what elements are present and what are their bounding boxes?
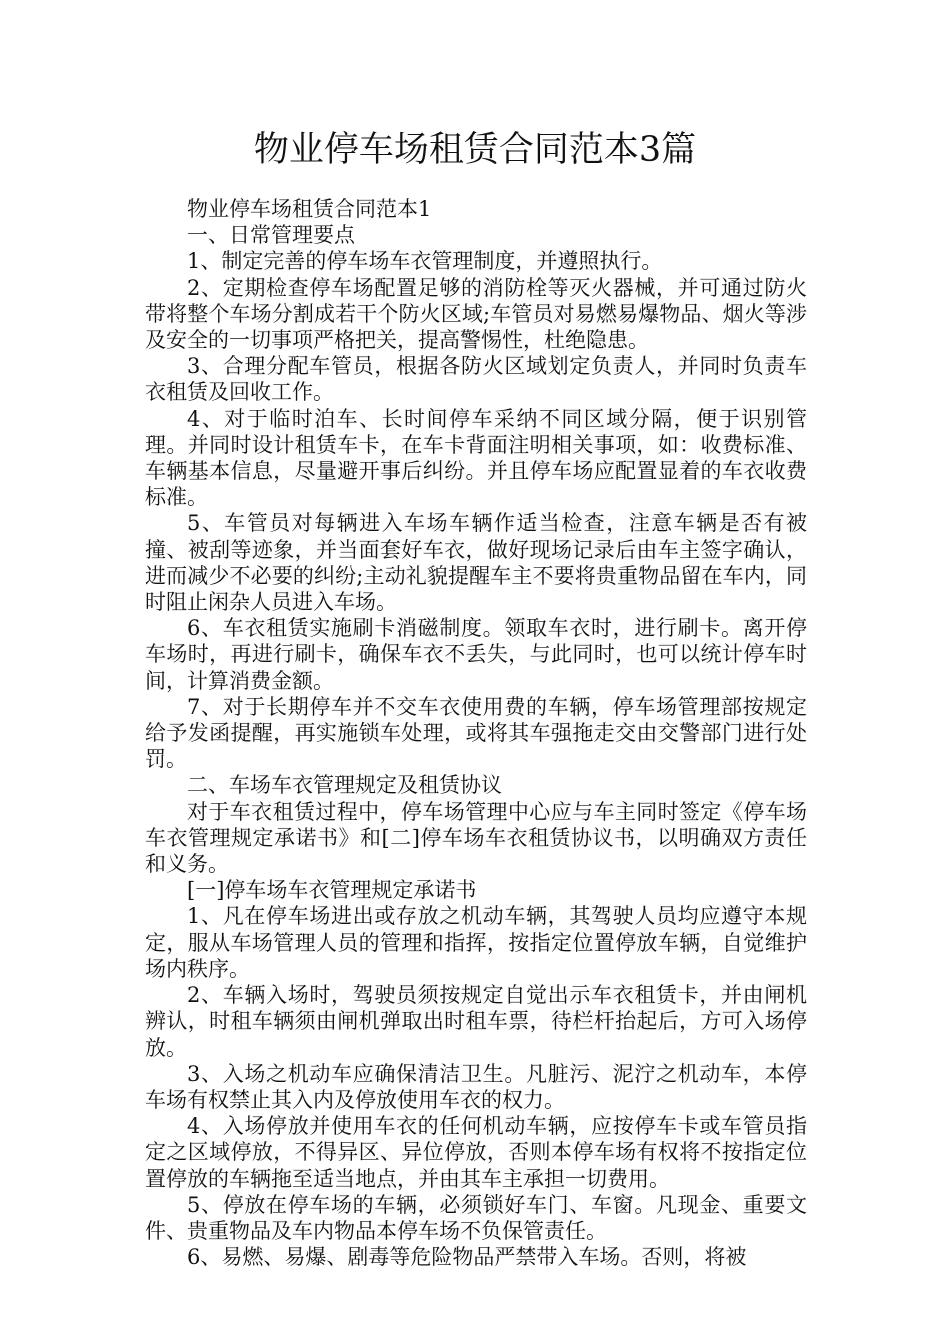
section-heading: 一、日常管理要点	[187, 223, 355, 248]
paragraph: 4、对于临时泊车、长时间停车采纳不同区域分隔，便于识别管理。并同时设计租赁车卡，在车卡背面注明相关事项，如：收费标准、车辆基本信息，尽量避开事后纠纷。并且停车场应配置显着的车衣收费标准。	[145, 406, 807, 510]
paragraph: 4、入场停放并使用车衣的任何机动车辆，应按停车卡或车管员指定之区域停放，不得异区、异位停放，否则本停车场有权将不按指定位置停放的车辆拖至适当地点，并由其车主承担一切费用。	[145, 1114, 807, 1191]
paragraph: 2、车辆入场时，驾驶员须按规定自觉出示车衣租赁卡，并由闸机辨认，时租车辆须由闸机弹取出时租车票，待栏杆抬起后，方可入场停放。	[145, 983, 807, 1060]
paragraph: 1、制定完善的停车场车衣管理制度，并遵照执行。	[187, 249, 663, 274]
document-title: 物业停车场租赁合同范本3篇	[253, 130, 697, 170]
paragraph: 2、定期检查停车场配置足够的消防栓等灭火器械，并可通过防火带将整个车场分割成若干个防火区域;车管员对易燃易爆物品、烟火等涉及安全的一切事项严格把关，提高警惕性，杜绝隐患。	[145, 275, 807, 353]
section-heading: 物业停车场租赁合同范本1	[187, 197, 432, 221]
paragraph: 5、车管员对每辆进入车场车辆作适当检查，注意车辆是否有被撞、被刮等迹象，并当面套好车衣，做好现场记录后由车主签字确认，进而减少不必要的纠纷;主动礼貌提醒车主不要将贵重物品留在车内，同时阻止闲杂人员进入车场。	[145, 511, 807, 615]
paragraph: 6、易燃、易爆、剧毒等危险物品严禁带入车场。否则，将被	[187, 1245, 747, 1270]
paragraph: 1、凡在停车场进出或存放之机动车辆，其驾驶人员均应遵守本规定，服从车场管理人员的管理和指挥，按指定位置停放车辆，自觉维护场内秩序。	[145, 904, 807, 981]
section-heading: 二、车场车衣管理规定及租赁协议	[187, 773, 502, 798]
paragraph: 对于车衣租赁过程中，停车场管理中心应与车主同时签定《停车场车衣管理规定承诺书》和[二]停车场车衣租赁协议书，以明确双方责任和义务。	[145, 799, 807, 877]
paragraph: 7、对于长期停车并不交车衣使用费的车辆，停车场管理部按规定给予发函提醒，再实施锁车处理，或将其车强拖走交由交警部门进行处罚。	[145, 694, 807, 772]
paragraph: 6、车衣租赁实施刷卡消磁制度。领取车衣时，进行刷卡。离开停车场时，再进行刷卡，确保车衣不丢失，与此同时，也可以统计停车时间，计算消费金额。	[145, 616, 807, 693]
paragraph: 5、停放在停车场的车辆，必须锁好车门、车窗。凡现金、重要文件、贵重物品及车内物品本停车场不负保管责任。	[145, 1192, 807, 1243]
section-heading: [一]停车场车衣管理规定承诺书	[187, 878, 477, 903]
paragraph: 3、合理分配车管员，根据各防火区域划定负责人，并同时负责车衣租赁及回收工作。	[145, 354, 807, 405]
document-body	[145, 196, 807, 1270]
paragraph: 3、入场之机动车应确保清洁卫生。凡脏污、泥泞之机动车，本停车场有权禁止其入内及停放使用车衣的权力。	[145, 1061, 807, 1112]
